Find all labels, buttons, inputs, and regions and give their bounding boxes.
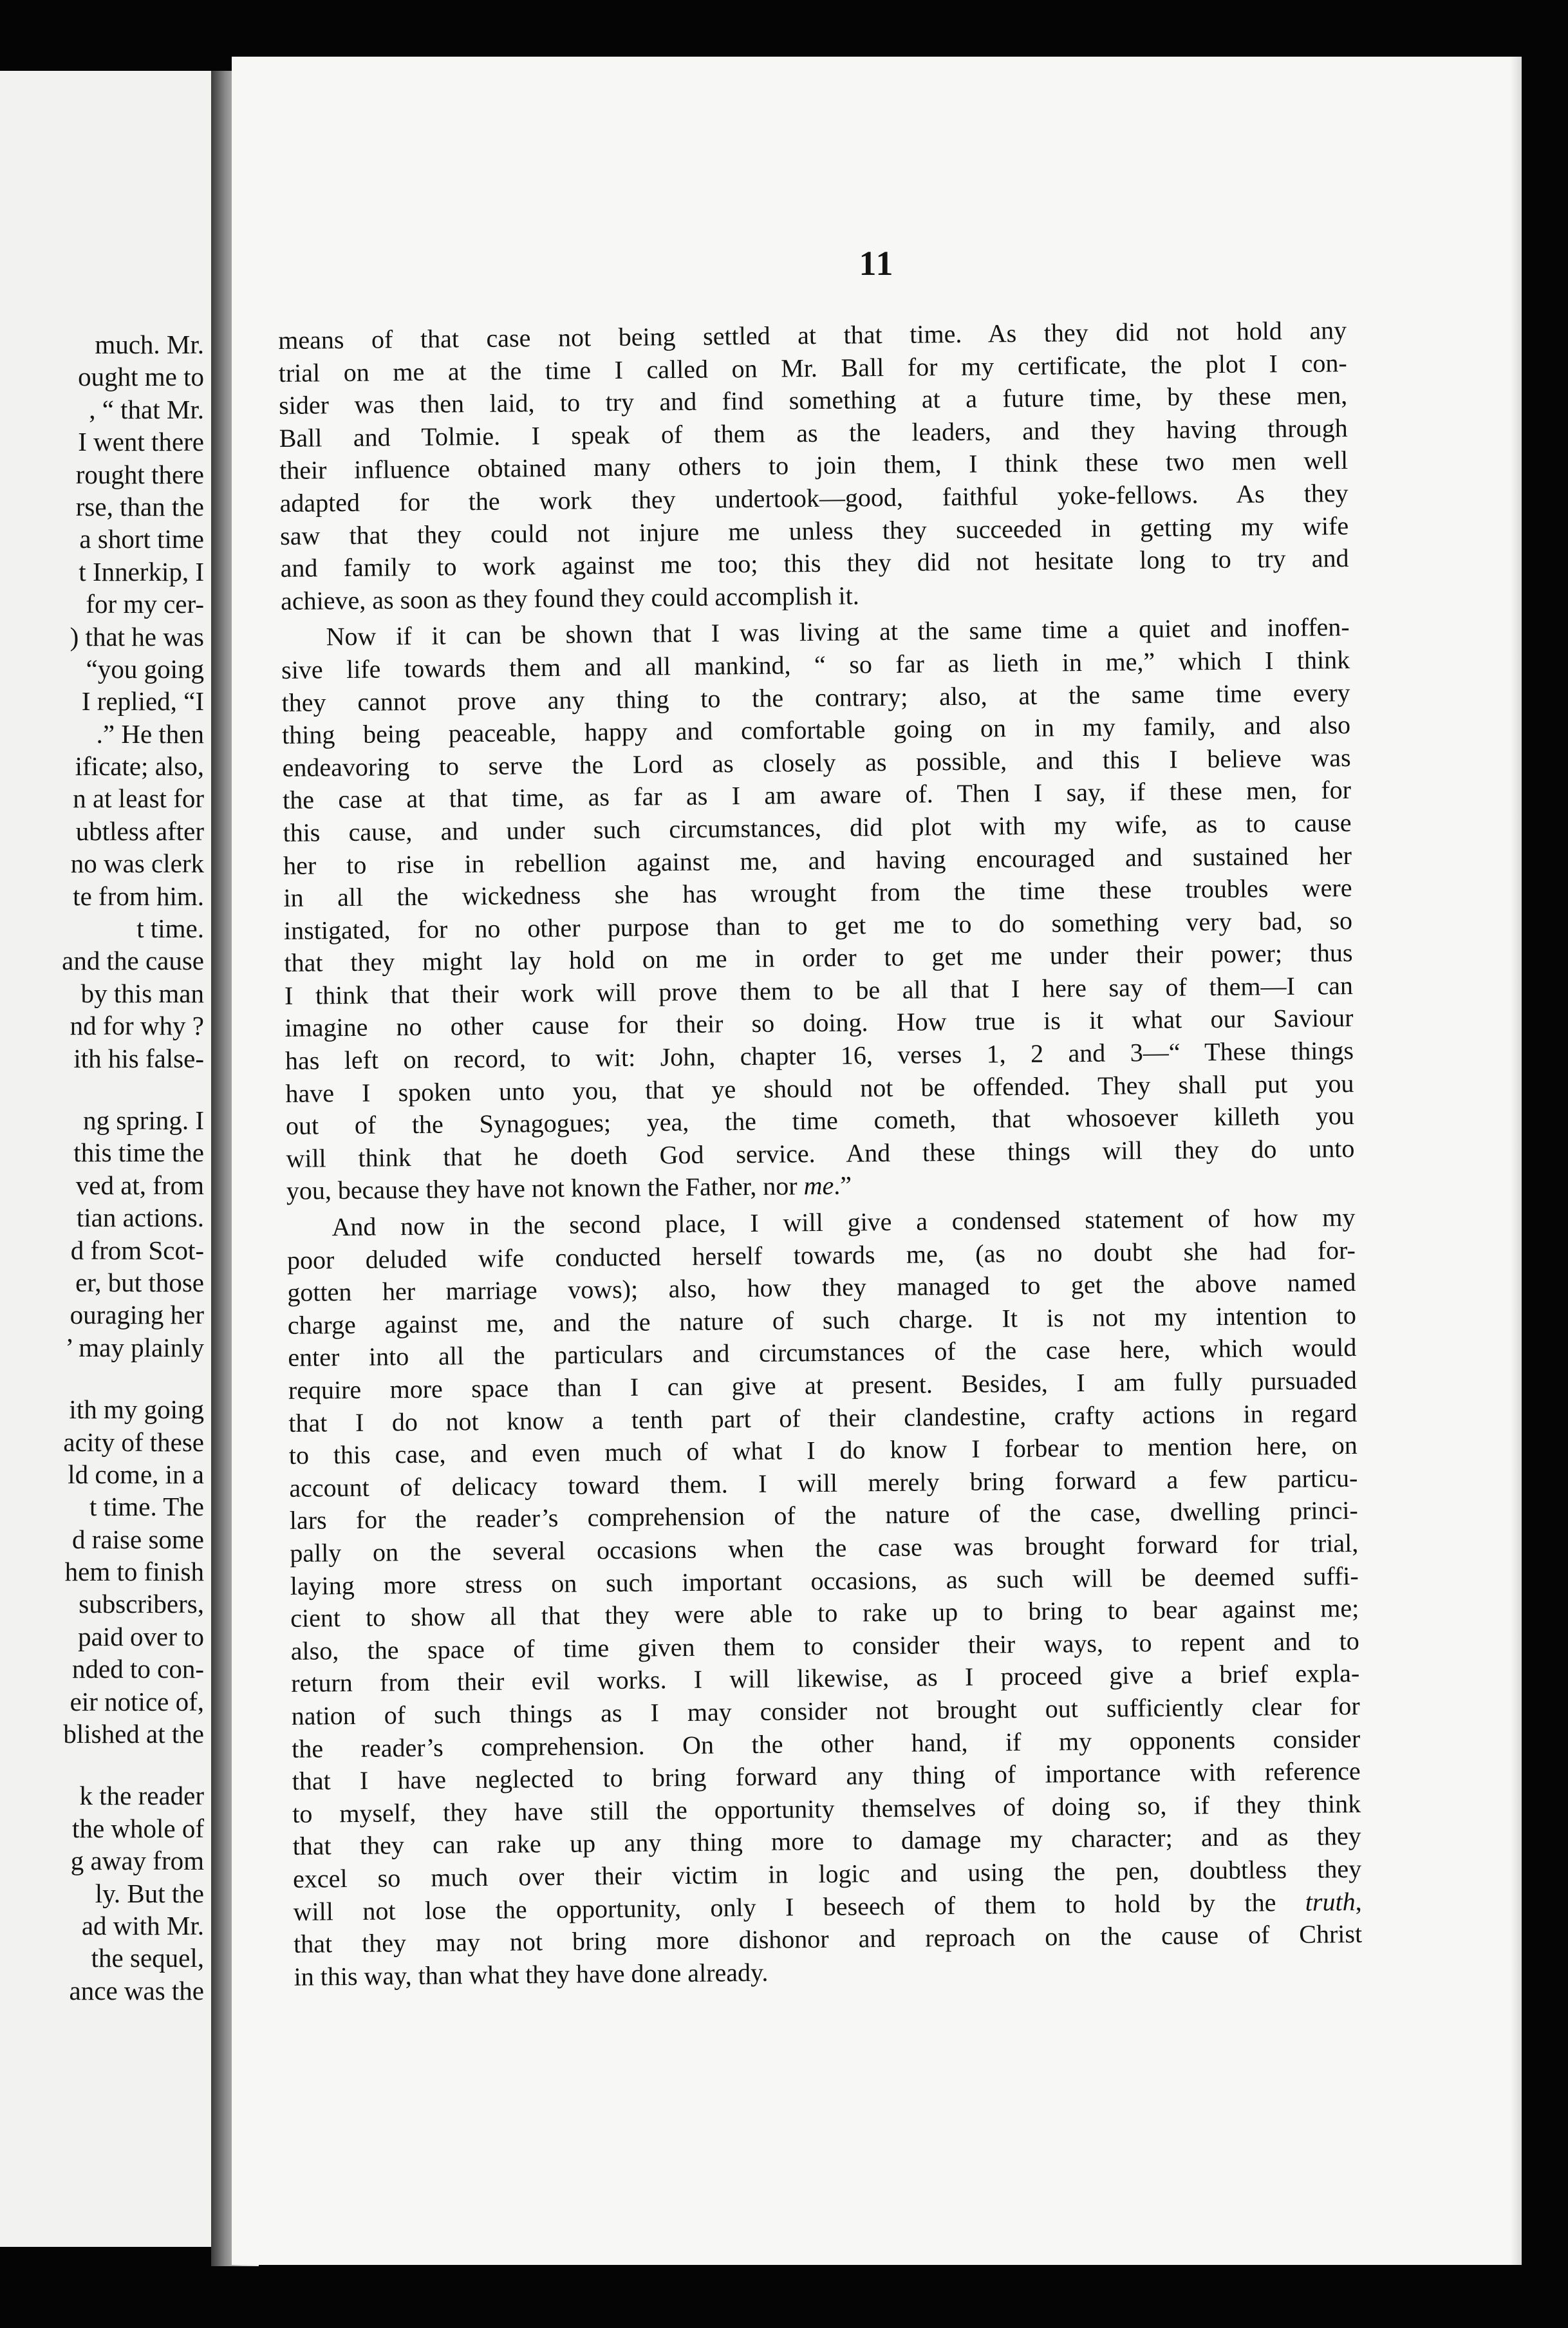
text-line: they cannot prove any thing to the contrary; also, at the same time every bbox=[281, 677, 1350, 717]
text-line: means of that case not being settled at that time. As they did not hold any bbox=[278, 315, 1347, 355]
text-line: Now if it can be shown that I was living at the same time a quiet and inoffen- bbox=[326, 612, 1350, 652]
text-line: in all the wickedness she has wrought from the time these troubles were bbox=[283, 873, 1352, 913]
facing-page-line: “you going bbox=[86, 653, 204, 684]
facing-page-line: by this man bbox=[80, 978, 204, 1008]
text-line: that they can rake up any thing more to damage my character; and as they bbox=[292, 1821, 1361, 1861]
facing-page-line: ng spring. I bbox=[83, 1105, 204, 1135]
text-line: this cause, and under such circumstances, did plot with my wife, as to cause bbox=[283, 807, 1352, 847]
text-line: nation of such things as I may consider not brought out sufficiently clear for bbox=[291, 1691, 1360, 1731]
text-line: to this case, and even much of what I do know I forbear to mention here, on bbox=[288, 1431, 1358, 1470]
facing-page-line: ly. But the bbox=[95, 1878, 204, 1908]
text-line: saw that they could not injure me unless they succeeded in getting my wife bbox=[279, 511, 1349, 550]
facing-page-line: no was clerk bbox=[70, 849, 204, 879]
text-line: imagine no other cause for their so doing. How true is it what our Saviour bbox=[285, 1003, 1354, 1043]
page-edge-shadow bbox=[1510, 57, 1522, 2265]
body-text bbox=[278, 314, 1363, 1997]
facing-page-line: subscribers, bbox=[79, 1589, 204, 1619]
facing-page-line: ved at, from bbox=[75, 1170, 204, 1200]
paragraph-2 bbox=[281, 611, 1355, 1208]
facing-page-line: ) that he was bbox=[70, 621, 204, 652]
facing-page-line: tian actions. bbox=[76, 1203, 204, 1233]
page-right bbox=[232, 57, 1522, 2265]
text-line: you, because they have not known the Father, nor me.” bbox=[286, 1170, 852, 1206]
text-line: the reader’s comprehension. On the other hand, if my opponents consider bbox=[292, 1723, 1361, 1763]
facing-page-line: blished at the bbox=[63, 1719, 204, 1749]
text-line: adapted for the work they undertook—good, faithful yoke-fellows. As they bbox=[279, 478, 1349, 518]
text-line: poor deluded wife conducted herself towards me, (as no doubt she had for- bbox=[286, 1235, 1356, 1275]
facing-page-line: er, but those bbox=[75, 1267, 204, 1297]
facing-page-gap bbox=[0, 1364, 204, 1393]
text-line: will not lose the opportunity, only I beseech of them to hold by the truth, bbox=[293, 1886, 1362, 1926]
facing-page-line: eir notice of, bbox=[70, 1686, 204, 1716]
facing-page-line: te from him. bbox=[73, 881, 204, 911]
facing-page-line: d from Scot- bbox=[70, 1235, 204, 1265]
facing-page-line: ought me to bbox=[78, 362, 204, 392]
page-number: 11 bbox=[859, 244, 895, 283]
text-line: sive life towards them and all mankind, “ so far as lieth in me,” which I think bbox=[281, 644, 1350, 684]
facing-page-line: ith his false- bbox=[73, 1043, 204, 1073]
facing-page-line: ad with Mr. bbox=[81, 1910, 204, 1940]
facing-page-gap bbox=[0, 1750, 204, 1779]
text-line: also, the space of time given them to consider their ways, to repent and to bbox=[290, 1626, 1359, 1666]
facing-page-left bbox=[0, 71, 222, 2247]
facing-page-line: rse, than the bbox=[75, 491, 204, 521]
text-line: endeavoring to serve the Lord as closely as possible, and this I believe was bbox=[282, 742, 1351, 782]
facing-page-line: ubtless after bbox=[75, 816, 204, 846]
text-line: excel so much over their victim in logic and using the pen, doubtless they bbox=[292, 1854, 1362, 1893]
facing-page-line: nd for why ? bbox=[70, 1011, 204, 1041]
facing-page-line: t Innerkip, I bbox=[79, 556, 204, 587]
text-line: and family to work against me too; this they did not hesitate long to try and bbox=[280, 543, 1349, 583]
text-line: lars for the reader’s comprehension of the nature of the case, dwelling princi- bbox=[289, 1496, 1358, 1535]
facing-page-line: ouraging her bbox=[70, 1300, 204, 1330]
text-line: out of the Synagogues; yea, the time cometh, that whosoever killeth you bbox=[285, 1101, 1355, 1141]
facing-page-line: k the reader bbox=[79, 1781, 204, 1811]
facing-page-gap bbox=[0, 1075, 204, 1104]
facing-page-line: ance was the bbox=[69, 1975, 204, 2005]
facing-page-line: much. Mr. bbox=[95, 330, 204, 359]
facing-page-line: and the cause bbox=[62, 946, 204, 976]
text-line: that they may not bring more dishonor and reproach on the cause of Christ bbox=[293, 1919, 1363, 1958]
facing-page-line: hem to finish bbox=[64, 1557, 204, 1587]
text-line: her to rise in rebellion against me, and having encouraged and sustained her bbox=[283, 840, 1352, 880]
text-line: require more space than I can give at present. Besides, I am fully pursuaded bbox=[288, 1365, 1358, 1405]
text-line: achieve, as soon as they found they could accomplish it. bbox=[280, 581, 859, 615]
facing-page-line: n at least for bbox=[73, 784, 204, 814]
text-line: gotten her marriage vows); also, how they managed to get the above named bbox=[287, 1268, 1356, 1308]
text-line: I think that their work will prove them to be all that I here say of them—I can bbox=[284, 970, 1354, 1010]
facing-page-line: I replied, “I bbox=[81, 686, 204, 717]
text-line: Ball and Tolmie. I speak of them as the leaders, and they having through bbox=[279, 413, 1348, 453]
text-line: cient to show all that they were able to rake up to bring to bear against me; bbox=[290, 1593, 1359, 1633]
text-line: that I have neglected to bring forward any thing of importance with reference bbox=[292, 1756, 1361, 1796]
facing-page-line: the sequel, bbox=[91, 1943, 204, 1973]
text-line: that I do not know a tenth part of their clandestine, crafty actions in regard bbox=[288, 1398, 1358, 1438]
text-line: that they might lay hold on me in order to get me under their power; thus bbox=[284, 938, 1353, 978]
facing-page-line: t time. bbox=[136, 914, 204, 944]
text-line: pally on the several occasions when the case was brought forward for trial, bbox=[290, 1528, 1359, 1568]
text-line: will think that he doeth God service. And these things will they do unto bbox=[286, 1133, 1355, 1173]
text-line: in this way, than what they have done already. bbox=[294, 1957, 769, 1991]
facing-page-line: acity of these bbox=[63, 1427, 204, 1457]
facing-page-line: g away from bbox=[70, 1846, 204, 1876]
facing-page-line: .” He then bbox=[96, 718, 204, 749]
text-line: enter into all the particulars and circumstances of the case here, which would bbox=[288, 1333, 1357, 1373]
text-line: have I spoken unto you, that ye should not be offended. They shall put you bbox=[285, 1068, 1354, 1108]
facing-page-line: t time. The bbox=[89, 1492, 204, 1522]
text-line: has left on record, to wit: John, chapter 16, verses 1, 2 and 3—“ These things bbox=[285, 1036, 1354, 1076]
facing-page-line: for my cer- bbox=[86, 589, 204, 619]
facing-page-line: ificate; also, bbox=[75, 751, 204, 782]
facing-page-line: a short time bbox=[79, 524, 204, 554]
facing-page-line: the whole of bbox=[72, 1813, 204, 1843]
facing-page-line: paid over to bbox=[78, 1621, 204, 1651]
facing-page-line: d raise some bbox=[72, 1524, 204, 1554]
facing-page-line: this time the bbox=[73, 1138, 204, 1168]
text-line: trial on me at the time I called on Mr. Ball for my certificate, the plot I con- bbox=[278, 348, 1347, 388]
text-line: account of delicacy toward them. I will merely bring forward a few particu- bbox=[289, 1463, 1358, 1503]
text-line: to myself, they have still the opportunity themselves of doing so, if they think bbox=[292, 1788, 1361, 1828]
text-line: the case at that time, as far as I am aware of. Then I say, if these men, for bbox=[282, 775, 1352, 815]
facing-page-text bbox=[0, 328, 204, 2007]
facing-page-line: ’ may plainly bbox=[65, 1332, 204, 1362]
facing-page-line: I went there bbox=[78, 427, 204, 457]
text-line: their influence obtained many others to join them, I think these two men well bbox=[279, 446, 1349, 485]
text-line: And now in the second place, I will give a condensed statement of how my bbox=[331, 1203, 1356, 1242]
facing-page-line: rought there bbox=[75, 459, 204, 489]
facing-page-line: ith my going bbox=[69, 1394, 204, 1425]
text-line: laying more stress on such important occasions, as such will be deemed suffi- bbox=[290, 1561, 1359, 1600]
facing-page-line: , “ that Mr. bbox=[89, 394, 204, 424]
facing-page-line: nded to con- bbox=[72, 1654, 204, 1684]
text-line: return from their evil works. I will likewise, as I proceed give a brief expla- bbox=[291, 1658, 1360, 1698]
facing-page-line: ld come, in a bbox=[68, 1459, 204, 1489]
text-line: sider was then laid, to try and find something at a future time, by these men, bbox=[278, 380, 1348, 420]
text-line: thing being peaceable, happy and comfortable going on in my family, and also bbox=[281, 710, 1351, 750]
text-line: instigated, for no other purpose than to get me to do something very bad, so bbox=[283, 905, 1353, 945]
paragraph-3 bbox=[286, 1201, 1363, 1993]
text-line: charge against me, and the nature of such charge. It is not my intention to bbox=[287, 1300, 1357, 1340]
paragraph-1 bbox=[278, 314, 1349, 617]
